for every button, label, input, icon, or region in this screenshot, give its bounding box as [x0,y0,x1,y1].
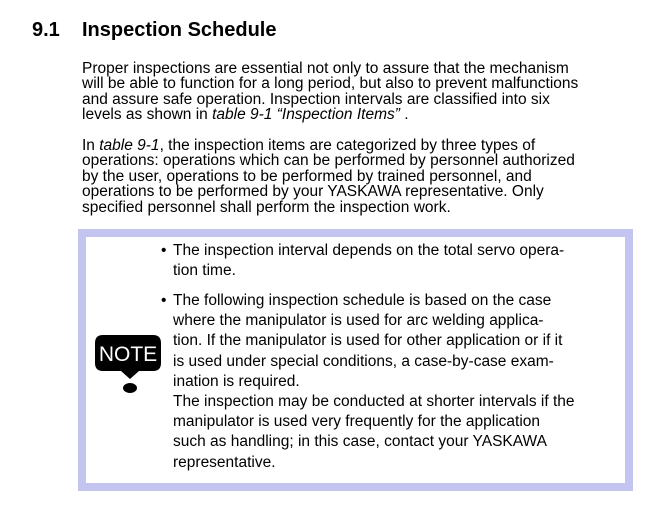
intro-line-1: Proper inspections are essential not only to assure that the mechanism [82,60,569,77]
note-bullet-1-line-1: The inspection interval depends on the total servo opera- [173,242,565,259]
note-bullet-2-line-2: where the manipulator is used for arc welding applica- [173,312,544,330]
section-title: Inspection Schedule [82,19,277,41]
note-icon-label: NOTE [98,343,158,366]
categories-line-2: operations: operations which can be performed by personnel authorized [82,152,575,170]
intro-line-4-prefix: levels as shown in [82,106,213,124]
note-bullet [161,241,613,281]
intro-line-2: will be able to function for a long period, but also to prevent malfunctions [82,75,579,93]
bullet-dot: • [161,242,167,259]
bullet-dot: • [161,292,167,309]
note-bullet-2-line-1: The following inspection schedule is based on the case [173,292,552,309]
intro-line-4-suffix: . [399,106,409,124]
note-bullet-2-line-7: manipulator is used very frequently for the application [173,413,541,431]
categories-line-1-suffix: , the inspection items are categorized by three types of [159,137,536,154]
table-reference: table 9-1 [99,137,160,154]
note-bullet-2-line-3: tion. If the manipulator is used for other application or if it [173,332,563,350]
note-bullet-2-line-9: representative. [173,453,276,471]
note-bullet [161,291,613,473]
intro-line-4 [82,107,642,122]
table-reference: table 9-1 “Inspection Items” [212,106,400,124]
note-bullet-1-line-2: tion time. [173,262,236,280]
note-icon [95,333,165,395]
intro-line-3: and assure safe operation. Inspection intervals are classified into six [82,90,550,108]
note-bullet-2-line-4: is used under special conditions, a case-by-case exam- [173,352,554,370]
note-box [78,229,633,491]
section-number: 9.1 [32,19,60,41]
categories-paragraph [82,138,642,215]
categories-line-5: specified personnel shall perform the inspection work. [82,198,451,216]
intro-paragraph [82,61,642,123]
categories-line-1-prefix: In [82,137,100,154]
note-bullet-2-line-5: ination is required. [173,372,300,390]
note-bullet-2-line-8: such as handling; in this case, contact your YASKAWA [173,433,547,451]
note-bullet-2-line-6: The inspection may be conducted at shorter intervals if the [173,393,575,411]
categories-line-1 [82,138,642,153]
categories-line-3: by the user, operations to be performed by trained personnel, and [82,167,532,185]
categories-line-4: operations to be performed by your YASKAWA representative. Only [82,183,544,201]
